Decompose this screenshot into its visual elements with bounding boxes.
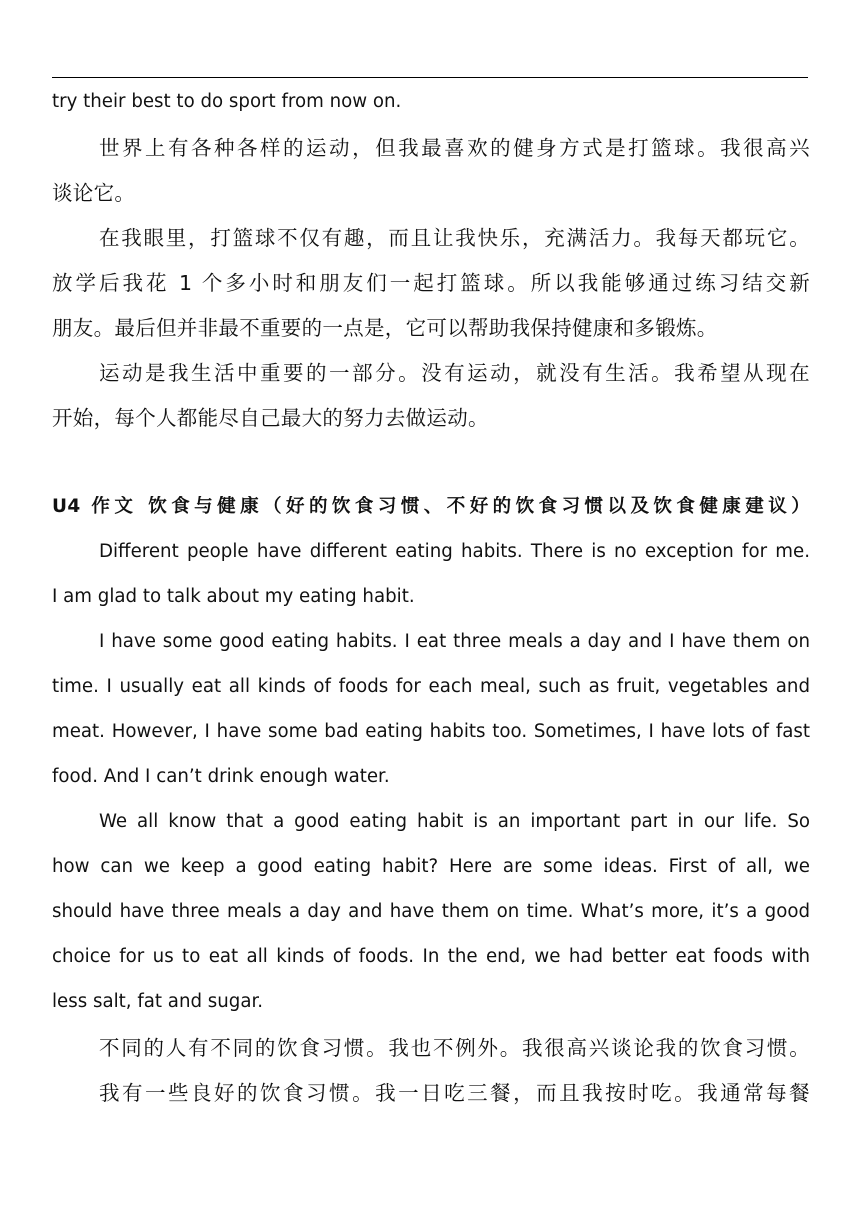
header-rule [52,77,808,78]
text-line: 开始，每个人都能尽自己最大的努力去做运动。 [52,406,489,430]
text-line: 世界上有各种各样的运动，但我最喜欢的健身方式是打篮球。我很高兴 [99,136,810,160]
text-line: 在我眼里，打篮球不仅有趣，而且让我快乐，充满活力。我每天都玩它。 [99,226,810,250]
text-line: 朋友。最后但并非最不重要的一点是，它可以帮助我保持健康和多锻炼。 [52,316,718,340]
text-line: We all know that a good eating habit is an important part in our life. So [99,811,810,832]
text-line: how can we keep a good eating habit? Here are some ideas. First of all, we [52,856,810,877]
section-heading: U4 作文 饮食与健康（好的饮食习惯、不好的饮食习惯以及饮食健康建议） [52,496,810,517]
text-line: 我有一些良好的饮食习惯。我一日吃三餐，而且我按时吃。我通常每餐 [99,1081,810,1105]
text-line: 不同的人有不同的饮食习惯。我也不例外。我很高兴谈论我的饮食习惯。 [99,1036,810,1060]
text-line: should have three meals a day and have them on time. What’s more, it’s a good [52,901,810,922]
text-line: 放学后我花 1 个多小时和朋友们一起打篮球。所以我能够通过练习结交新 [52,271,810,295]
text-line: I have some good eating habits. I eat three meals a day and I have them on [99,631,810,652]
text-line: 谈论它。 [52,181,136,205]
text-line: I am glad to talk about my eating habit. [52,586,415,607]
text-line: meat. However, I have some bad eating habits too. Sometimes, I have lots of fast [52,721,810,742]
text-line: 运动是我生活中重要的一部分。没有运动，就没有生活。我希望从现在 [99,361,810,385]
text-line: try their best to do sport from now on. [52,91,402,112]
text-line: Different people have different eating habits. There is no exception for me. [99,541,810,562]
text-line: less salt, fat and sugar. [52,991,264,1012]
text-line: choice for us to eat all kinds of foods. In the end, we had better eat foods with [52,946,810,967]
text-line: food. And I can’t drink enough water. [52,766,390,787]
text-line: time. I usually eat all kinds of foods for each meal, such as fruit, vegetables and [52,676,810,697]
